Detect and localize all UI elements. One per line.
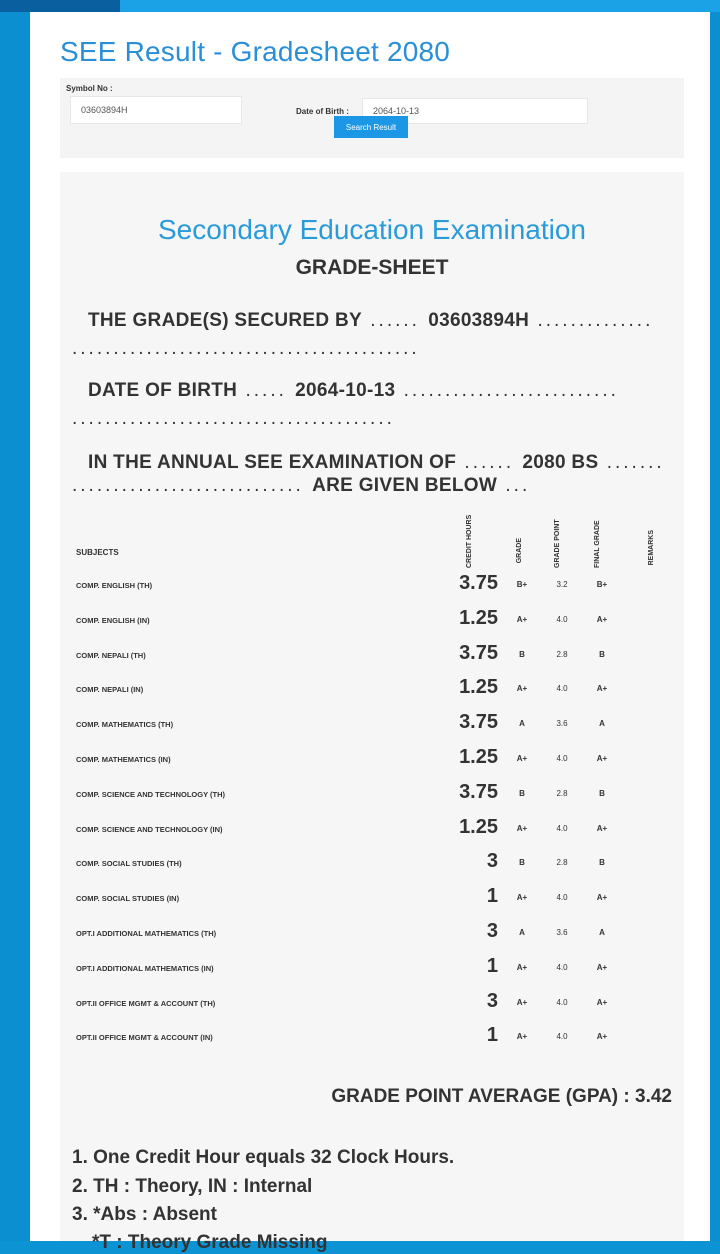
subject-cell: COMP. SCIENCE AND TECHNOLOGY (IN) (76, 824, 223, 834)
final-grade-cell: A+ (596, 823, 608, 833)
left-edge (0, 12, 30, 1241)
grade-sheet (60, 172, 684, 1253)
main-panel (30, 12, 710, 1253)
grade-point-cell: 2.8 (556, 858, 568, 868)
credit-hours-cell: 3 (486, 850, 498, 873)
grade-cell: A+ (516, 997, 528, 1007)
secured-by-line: THE GRADE(S) SECURED BY ...... 03603894H .............. (88, 310, 654, 331)
gpa-text: GRADE POINT AVERAGE (GPA) : 3.42 (331, 1086, 672, 1107)
credit-hours-cell: 1.25 (459, 676, 498, 699)
note-4: *T : Theory Grade Missing (92, 1232, 328, 1253)
subject-cell: OPT.II OFFICE MGMT & ACCOUNT (IN) (76, 1033, 213, 1043)
table-row (60, 951, 684, 986)
page-title: SEE Result - Gradesheet 2080 (60, 36, 451, 67)
final-grade-cell: A+ (596, 684, 608, 694)
final-grade-cell: A+ (596, 614, 608, 624)
credit-hours-cell: 1.25 (459, 815, 498, 838)
final-grade-cell: A+ (596, 754, 608, 763)
table-row (60, 603, 684, 638)
dob-prefix: DATE OF BIRTH (88, 380, 238, 401)
grade-header: GRADE (516, 538, 523, 564)
final-grade-cell: B (599, 858, 605, 868)
table-row (60, 568, 684, 603)
credit-hours-cell: 3.75 (459, 780, 498, 803)
table-row (60, 986, 684, 1021)
symbol-label: Symbol No : (66, 84, 113, 93)
table-row (60, 742, 684, 777)
table-row (60, 812, 684, 847)
final-grade-cell: A+ (596, 893, 608, 903)
final-grade-cell: A+ (596, 962, 608, 972)
grade-point-cell: 3.6 (556, 928, 568, 937)
grade-cell: A+ (516, 754, 528, 763)
grade-point-cell: 4.0 (556, 1032, 568, 1042)
dob-input[interactable]: 2064-10-13 (362, 98, 588, 124)
table-row (60, 846, 684, 881)
grade-cell: A+ (516, 823, 528, 833)
subject-cell: COMP. ENGLISH (IN) (76, 615, 150, 625)
dob-value: 2064-10-13 (295, 380, 396, 401)
grade-cell: A+ (516, 893, 528, 903)
note-1: 1. One Credit Hour equals 32 Clock Hours. (72, 1147, 455, 1168)
grade-point-cell: 2.8 (556, 649, 568, 659)
subject-cell: COMP. NEPALI (TH) (76, 650, 146, 660)
grade-point-cell: 3.6 (556, 719, 568, 729)
table-row (60, 672, 684, 707)
final-grade-cell: B (599, 649, 605, 659)
grade-cell: A+ (516, 684, 528, 694)
top-bar (120, 0, 720, 12)
grade-cell: A (519, 928, 525, 937)
final-grade-cell: A (599, 719, 605, 729)
grade-cell: B (519, 858, 525, 868)
credit-hours-cell: 3 (486, 920, 498, 942)
table-row (60, 707, 684, 742)
final-grade-cell: A+ (596, 1032, 608, 1042)
credit-hours-cell: 3 (486, 989, 498, 1012)
grade-point-header: GRADE POINT (554, 519, 561, 568)
final-grade-cell: A+ (596, 997, 608, 1007)
search-result-button[interactable]: Search Result (334, 116, 408, 138)
subject-cell: COMP. SOCIAL STUDIES (IN) (76, 894, 180, 904)
top-bar-dark (0, 0, 120, 12)
subject-cell: OPT.I ADDITIONAL MATHEMATICS (TH) (76, 929, 217, 938)
credit-hours-cell: 1.25 (459, 606, 498, 629)
secured-by-value: 03603894H (428, 310, 530, 331)
grade-point-cell: 4.0 (556, 754, 568, 763)
credit-hours-header: CREDIT HOURS (466, 514, 473, 568)
credit-hours-cell: 1 (486, 1024, 498, 1047)
subject-cell: COMP. ENGLISH (TH) (76, 581, 153, 590)
grade-point-cell: 4.0 (556, 684, 568, 694)
table-row (60, 881, 684, 916)
given-below: ARE GIVEN BELOW (312, 475, 498, 496)
grade-cell: A+ (516, 962, 528, 972)
grade-point-cell: 3.2 (556, 580, 568, 589)
grade-cell: B (519, 788, 525, 798)
grade-point-cell: 4.0 (556, 893, 568, 903)
exam-line: IN THE ANNUAL SEE EXAMINATION OF ...... 2080 BS ....... (88, 452, 665, 473)
grade-cell: A+ (516, 1032, 528, 1042)
grade-point-cell: 4.0 (556, 823, 568, 833)
grade-point-cell: 4.0 (556, 997, 568, 1007)
grade-cell: B+ (516, 580, 528, 589)
symbol-input[interactable]: 03603894H (70, 96, 242, 124)
final-grade-cell: A (599, 928, 605, 937)
subject-cell: COMP. SOCIAL STUDIES (TH) (76, 859, 182, 869)
grade-cell: A (519, 719, 525, 729)
secured-by-prefix: THE GRADE(S) SECURED BY (88, 310, 362, 331)
credit-hours-cell: 1 (486, 954, 498, 977)
final-grade-header: FINAL GRADE (594, 520, 601, 568)
final-grade-cell: B+ (596, 580, 608, 589)
subject-cell: COMP. MATHEMATICS (TH) (76, 720, 174, 730)
grade-point-cell: 2.8 (556, 788, 568, 798)
credit-hours-cell: 1 (486, 885, 498, 908)
grade-point-cell: 4.0 (556, 614, 568, 624)
credit-hours-cell: 3.75 (459, 572, 498, 594)
given-below-line: ............................ ARE GIVEN BELOW ... (72, 475, 531, 496)
credit-hours-cell: 3.75 (459, 641, 498, 664)
search-form (60, 78, 684, 158)
dob-line: DATE OF BIRTH ..... 2064-10-13 .......................... (88, 380, 619, 401)
subject-cell: COMP. MATHEMATICS (IN) (76, 755, 171, 764)
remarks-header: REMARKS (648, 530, 655, 566)
exam-prefix: IN THE ANNUAL SEE EXAMINATION OF (88, 452, 457, 473)
table-row (60, 777, 684, 812)
final-grade-cell: B (599, 788, 605, 798)
subjects-header: SUBJECTS (76, 548, 119, 557)
subject-cell: OPT.II OFFICE MGMT & ACCOUNT (TH) (76, 998, 216, 1008)
note-2: 2. TH : Theory, IN : Internal (72, 1176, 313, 1197)
table-row (60, 638, 684, 673)
note-3: 3. *Abs : Absent (72, 1204, 217, 1225)
dob-label: Date of Birth : (296, 107, 349, 116)
credit-hours-cell: 1.25 (459, 746, 498, 768)
credit-hours-cell: 3.75 (459, 711, 498, 734)
grade-cell: B (519, 649, 525, 659)
table-row (60, 916, 684, 951)
right-edge (710, 12, 720, 1241)
table-row (60, 1020, 684, 1055)
exam-value: 2080 BS (522, 452, 599, 473)
grade-point-cell: 4.0 (556, 962, 568, 972)
subject-cell: OPT.I ADDITIONAL MATHEMATICS (IN) (76, 963, 214, 973)
subject-cell: COMP. NEPALI (IN) (76, 685, 144, 695)
exam-title: Secondary Education Examination (157, 214, 587, 245)
grade-cell: A+ (516, 614, 528, 624)
grade-sheet-title: GRADE-SHEET (295, 256, 449, 279)
secured-by-dots: .......................................... (72, 338, 420, 359)
dob-dots: ....................................... (72, 408, 395, 429)
subject-cell: COMP. SCIENCE AND TECHNOLOGY (TH) (76, 789, 226, 799)
